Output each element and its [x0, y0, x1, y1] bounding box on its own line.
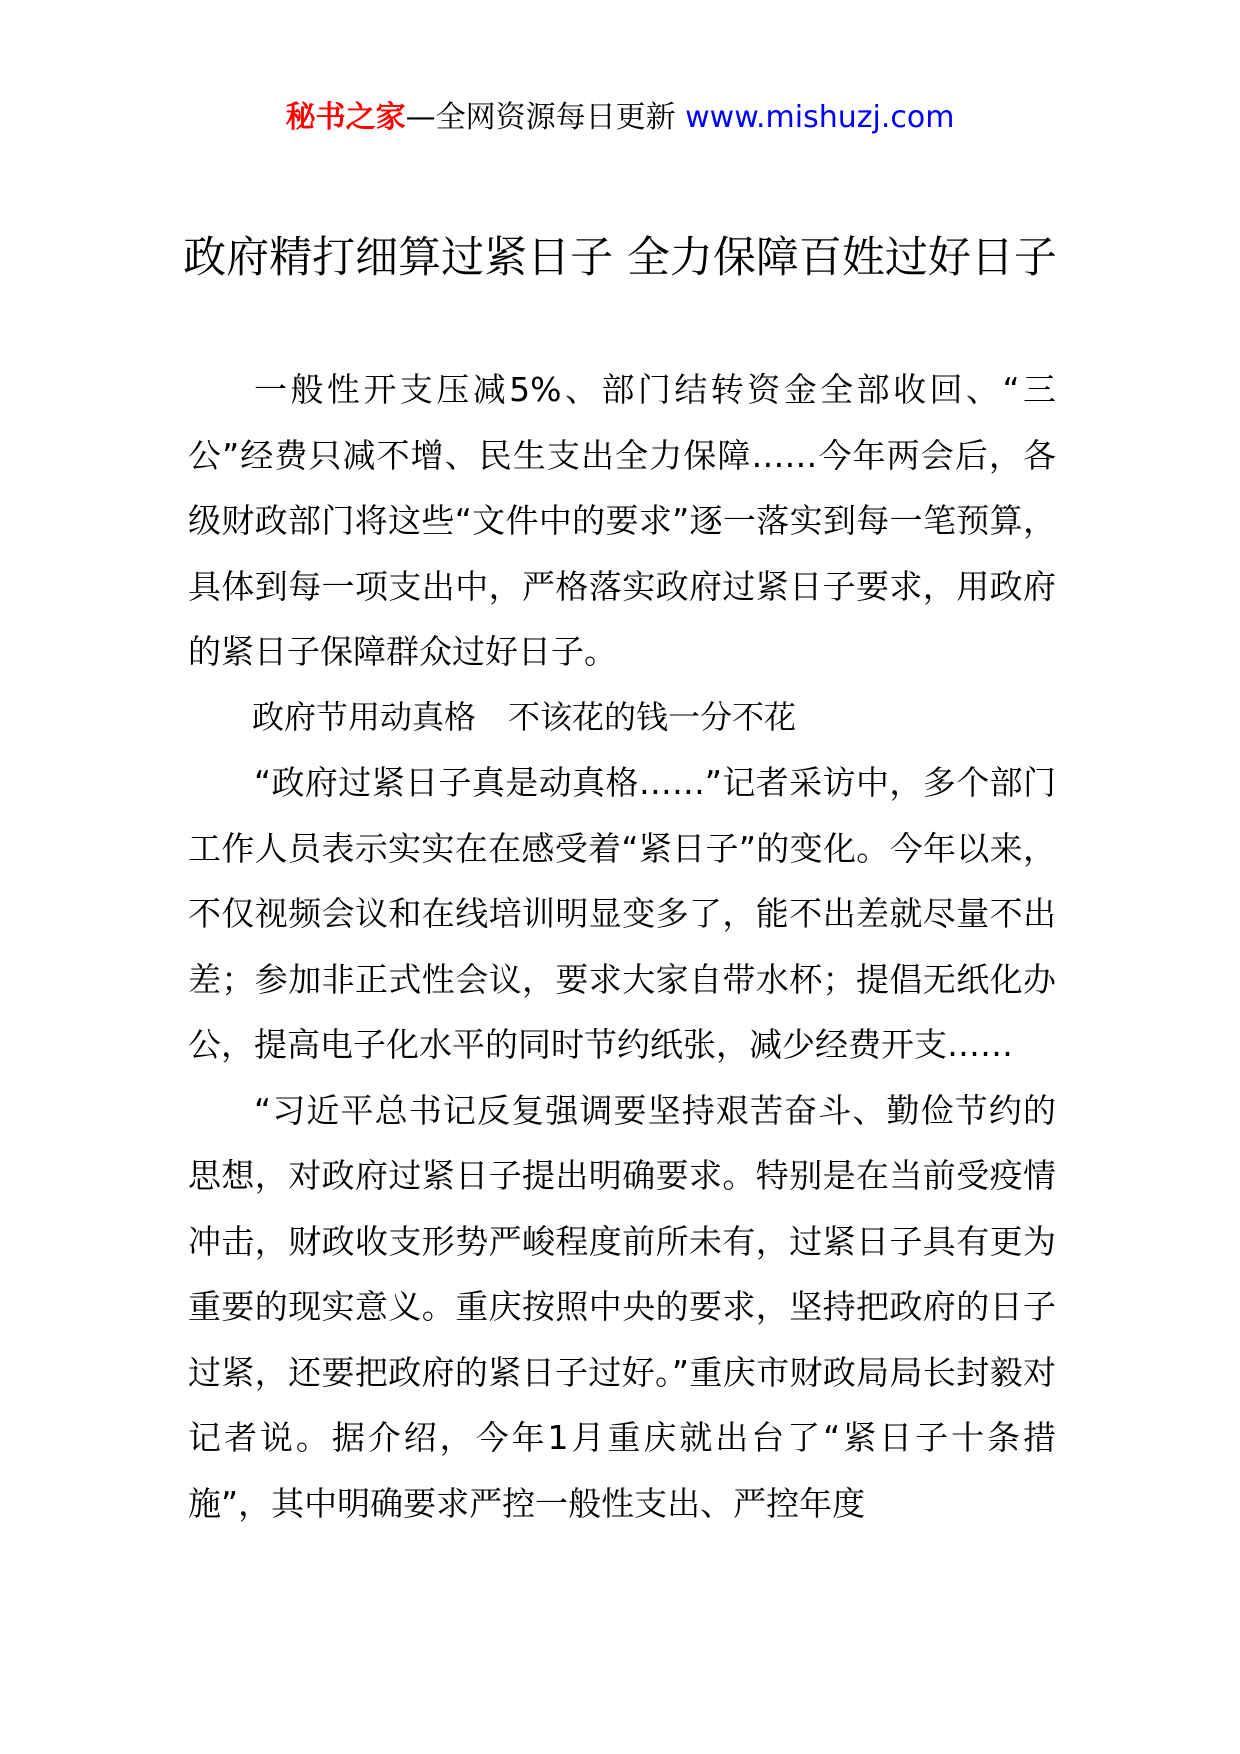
paragraph-interviews: “政府过紧日子真是动真格……”记者采访中，多个部门工作人员表示实实在在感受着“紧日子”的变化。今年以来，不仅视频会议和在线培训明显变多了，能不出差就尽量不出差；参加非正式性会议，要求大家自带水杯；提倡无纸化办公，提高电子化水平的同时节约纸张，减少经费开支……	[188, 763, 1056, 1064]
document-title: 政府精打细算过紧日子 全力保障百姓过好日子	[183, 233, 1057, 283]
document-body	[188, 357, 1056, 1536]
brand-name: 秘书之家	[285, 100, 406, 135]
site-header	[0, 98, 1240, 138]
section-subheading: 政府节用动真格 不该花的钱一分不花	[252, 697, 797, 736]
paragraph-chongqing: “习近平总书记反复强调要坚持艰苦奋斗、勤俭节约的思想，对政府过紧日子提出明确要求。特别是在当前受疫情冲击，财政收支形势严峻程度前所未有，过紧日子具有更为重要的现实意义。重庆按照中央的要求，坚持把政府的日子过紧，还要把政府的紧日子过好。”重庆市财政局局长封毅对记者说。据介绍，今年1月重庆就出台了“紧日子十条措施”，其中明确要求严控一般性支出、严控年度	[188, 1090, 1056, 1523]
header-slogan: —全网资源每日更新	[405, 100, 676, 135]
site-link[interactable]: www.mishuzj.com	[685, 100, 955, 135]
paragraph-intro: 一般性开支压减5%、部门结转资金全部收回、“三公”经费只减不增、民生支出全力保障……今年两会后，各级财政部门将这些“文件中的要求”逐一落实到每一笔预算，具体到每一项支出中，严格落实政府过紧日子要求，用政府的紧日子保障群众过好日子。	[188, 370, 1056, 671]
